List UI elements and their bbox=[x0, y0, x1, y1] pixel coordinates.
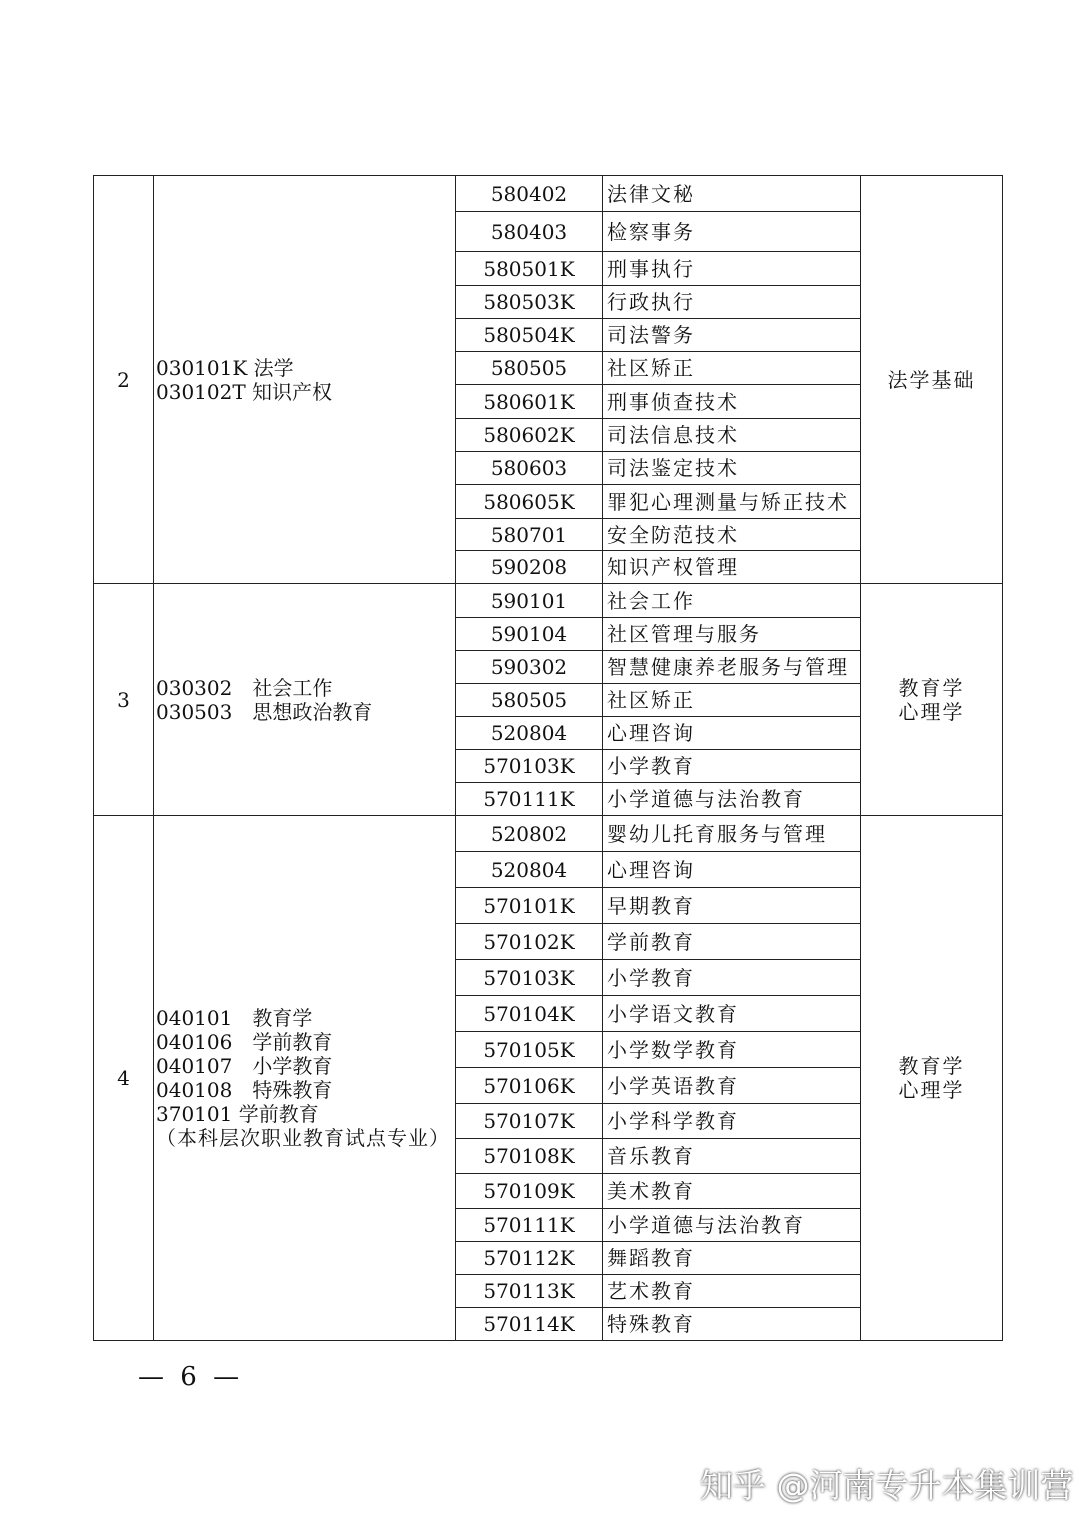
major-line: 030101K 法学 bbox=[156, 355, 294, 380]
vocational-code: 570101K bbox=[456, 888, 603, 924]
vocational-code: 580605K bbox=[456, 485, 603, 519]
vocational-major-name: 小学教育 bbox=[603, 960, 861, 996]
vocational-major-name: 早期教育 bbox=[603, 888, 861, 924]
vocational-major-name: 舞蹈教育 bbox=[603, 1242, 861, 1275]
vocational-code: 570106K bbox=[456, 1068, 603, 1104]
vocational-code: 590101 bbox=[456, 584, 603, 618]
major-mapping-table bbox=[93, 175, 1003, 1341]
vocational-code: 570111K bbox=[456, 1209, 603, 1242]
watermark: 知乎 @河南专升本集训营 bbox=[700, 1466, 1074, 1505]
vocational-major-name: 小学道德与法治教育 bbox=[603, 1209, 861, 1242]
vocational-major-name: 知识产权管理 bbox=[603, 551, 861, 584]
vocational-major-name: 小学数学教育 bbox=[603, 1032, 861, 1068]
vocational-code: 570109K bbox=[456, 1174, 603, 1209]
table-row bbox=[94, 584, 1003, 618]
vocational-code: 580504K bbox=[456, 319, 603, 352]
subject-line: 法学基础 bbox=[887, 367, 976, 392]
vocational-code: 570105K bbox=[456, 1032, 603, 1068]
group-number: 4 bbox=[94, 816, 154, 1341]
major-line: 040108 特殊教育 bbox=[156, 1078, 333, 1102]
major-line: 030302 社会工作 bbox=[156, 675, 333, 700]
vocational-major-name: 安全防范技术 bbox=[603, 519, 861, 551]
vocational-code: 580503K bbox=[456, 286, 603, 319]
major-line: （本科层次职业教育试点专业） bbox=[156, 1126, 450, 1150]
vocational-major-name: 艺术教育 bbox=[603, 1275, 861, 1308]
table-row bbox=[94, 816, 1003, 852]
vocational-major-name: 小学语文教育 bbox=[603, 996, 861, 1032]
undergraduate-majors bbox=[154, 584, 456, 816]
vocational-code: 580505 bbox=[456, 352, 603, 385]
major-line: 030503 思想政治教育 bbox=[156, 699, 373, 724]
vocational-code: 520802 bbox=[456, 816, 603, 852]
page-number: — 6 — bbox=[138, 1362, 244, 1392]
vocational-code: 580701 bbox=[456, 519, 603, 551]
vocational-major-name: 社区管理与服务 bbox=[603, 618, 861, 651]
vocational-major-name: 法律文秘 bbox=[603, 176, 861, 212]
vocational-major-name: 智慧健康养老服务与管理 bbox=[603, 651, 861, 684]
vocational-major-name: 心理咨询 bbox=[603, 717, 861, 750]
vocational-code: 570111K bbox=[456, 783, 603, 816]
vocational-code: 580603 bbox=[456, 452, 603, 485]
exam-subjects bbox=[861, 816, 1003, 1341]
vocational-major-name: 司法警务 bbox=[603, 319, 861, 352]
vocational-major-name: 社会工作 bbox=[603, 584, 861, 618]
undergraduate-majors bbox=[154, 176, 456, 584]
major-line: 040106 学前教育 bbox=[156, 1030, 333, 1054]
vocational-major-name: 音乐教育 bbox=[603, 1139, 861, 1174]
vocational-code: 580601K bbox=[456, 385, 603, 419]
subject-line: 教育学 bbox=[898, 675, 965, 700]
vocational-major-name: 小学科学教育 bbox=[603, 1104, 861, 1139]
vocational-major-name: 司法信息技术 bbox=[603, 419, 861, 452]
vocational-major-name: 罪犯心理测量与矫正技术 bbox=[603, 485, 861, 519]
vocational-major-name: 小学道德与法治教育 bbox=[603, 783, 861, 816]
vocational-major-name: 刑事执行 bbox=[603, 252, 861, 286]
major-line: 030102T 知识产权 bbox=[156, 379, 333, 404]
vocational-code: 580505 bbox=[456, 684, 603, 717]
vocational-code: 570102K bbox=[456, 924, 603, 960]
vocational-major-name: 刑事侦查技术 bbox=[603, 385, 861, 419]
subject-line: 心理学 bbox=[898, 1078, 965, 1102]
vocational-code: 570107K bbox=[456, 1104, 603, 1139]
vocational-code: 570108K bbox=[456, 1139, 603, 1174]
undergraduate-majors bbox=[154, 816, 456, 1341]
vocational-major-name: 社区矫正 bbox=[603, 684, 861, 717]
vocational-major-name: 社区矫正 bbox=[603, 352, 861, 385]
major-line: 370101 学前教育 bbox=[156, 1102, 319, 1126]
subject-line: 心理学 bbox=[898, 699, 965, 724]
vocational-major-name: 行政执行 bbox=[603, 286, 861, 319]
vocational-major-name: 婴幼儿托育服务与管理 bbox=[603, 816, 861, 852]
vocational-major-name: 检察事务 bbox=[603, 212, 861, 252]
group-number: 3 bbox=[94, 584, 154, 816]
vocational-major-name: 小学英语教育 bbox=[603, 1068, 861, 1104]
vocational-code: 580602K bbox=[456, 419, 603, 452]
group-number: 2 bbox=[94, 176, 154, 584]
major-line: 040107 小学教育 bbox=[156, 1054, 333, 1078]
vocational-code: 580402 bbox=[456, 176, 603, 212]
vocational-code: 590208 bbox=[456, 551, 603, 584]
vocational-code: 590302 bbox=[456, 651, 603, 684]
vocational-code: 520804 bbox=[456, 717, 603, 750]
vocational-major-name: 学前教育 bbox=[603, 924, 861, 960]
exam-subjects bbox=[861, 584, 1003, 816]
exam-subjects bbox=[861, 176, 1003, 584]
table-body bbox=[94, 176, 1003, 1341]
major-line: 040101 教育学 bbox=[156, 1006, 313, 1030]
vocational-major-name: 特殊教育 bbox=[603, 1308, 861, 1341]
table-row bbox=[94, 176, 1003, 212]
vocational-code: 520804 bbox=[456, 852, 603, 888]
vocational-code: 570104K bbox=[456, 996, 603, 1032]
vocational-code: 570113K bbox=[456, 1275, 603, 1308]
vocational-code: 580501K bbox=[456, 252, 603, 286]
vocational-major-name: 司法鉴定技术 bbox=[603, 452, 861, 485]
vocational-major-name: 美术教育 bbox=[603, 1174, 861, 1209]
vocational-code: 570112K bbox=[456, 1242, 603, 1275]
vocational-code: 570103K bbox=[456, 750, 603, 783]
vocational-code: 570114K bbox=[456, 1308, 603, 1341]
vocational-code: 570103K bbox=[456, 960, 603, 996]
vocational-major-name: 心理咨询 bbox=[603, 852, 861, 888]
vocational-code: 580403 bbox=[456, 212, 603, 252]
vocational-major-name: 小学教育 bbox=[603, 750, 861, 783]
subject-line: 教育学 bbox=[898, 1054, 965, 1078]
vocational-code: 590104 bbox=[456, 618, 603, 651]
